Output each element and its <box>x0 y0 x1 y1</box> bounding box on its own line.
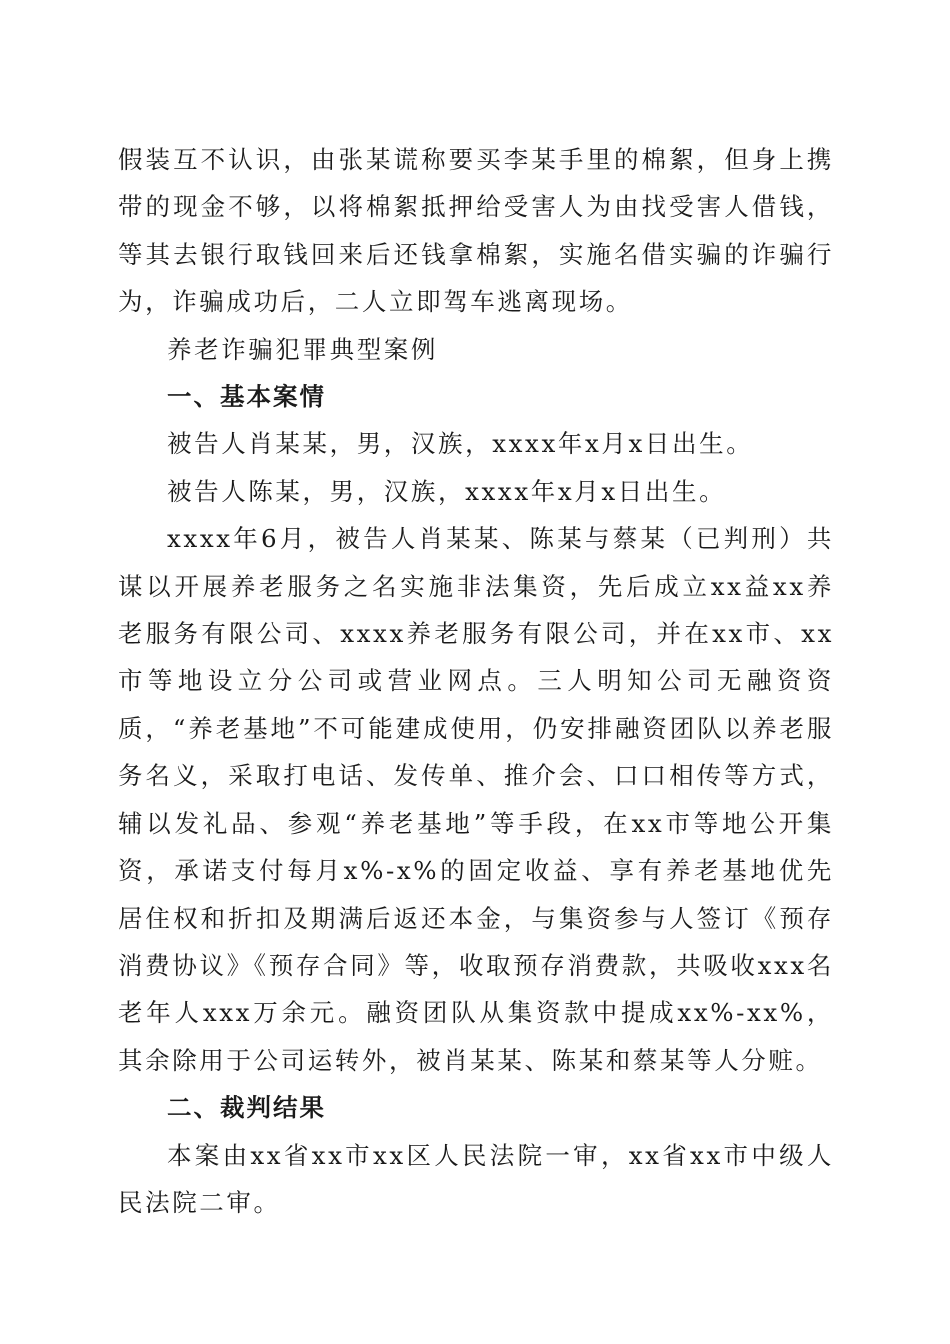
section-heading-basic-facts: 一、基本案情 <box>167 382 326 412</box>
paragraph-case-details: xxxx年6月，被告人肖某某、陈某与蔡某（已判刑）共谋以开展养老服务之名实施非法集资，先后成立xx益xx养老服务有限公司、xxxx养老服务有限公司，并在xx市、xx市等地设立分公司或营业网点。三人明知公司无融资资质，“养老基地”不可能建成使用，仍安排融资团队以养老服务名义，采取打电话、发传单、推介会、口口相传等方式，辅以发礼品、参观“养老基地”等手段，在xx市等地公开集资，承诺支付每月x%-x%的固定收益、享有养老基地优先居住权和折扣及期满后返还本金，与集资参与人签订《预存消费协议》《预存合同》等，收取预存消费款，共吸收xxx名老年人xxx万余元。融资团队从集资款中提成xx%-xx%，其余除用于公司运转外，被肖某某、陈某和蔡某等人分赃。 <box>118 524 834 1075</box>
section-heading-judgment: 二、裁判结果 <box>167 1093 326 1123</box>
document-body <box>118 136 834 1226</box>
paragraph-defendant-1: 被告人肖某某，男，汉族，xxxx年x月x日出生。 <box>167 429 754 459</box>
case-title: 养老诈骗犯罪典型案例 <box>167 334 438 364</box>
paragraph-judgment: 本案由xx省xx市xx区人民法院一审，xx省xx市中级人民法院二审。 <box>118 1140 834 1217</box>
paragraph-fraud-description: 假装互不认识，由张某谎称要买李某手里的棉絮，但身上携带的现金不够，以将棉絮抵押给受害人为由找受害人借钱，等其去银行取钱回来后还钱拿棉絮，实施名借实骗的诈骗行为，诈骗成功后，二人立即驾车逃离现场。 <box>118 145 834 317</box>
paragraph-defendant-2: 被告人陈某，男，汉族，xxxx年x月x日出生。 <box>167 476 727 506</box>
